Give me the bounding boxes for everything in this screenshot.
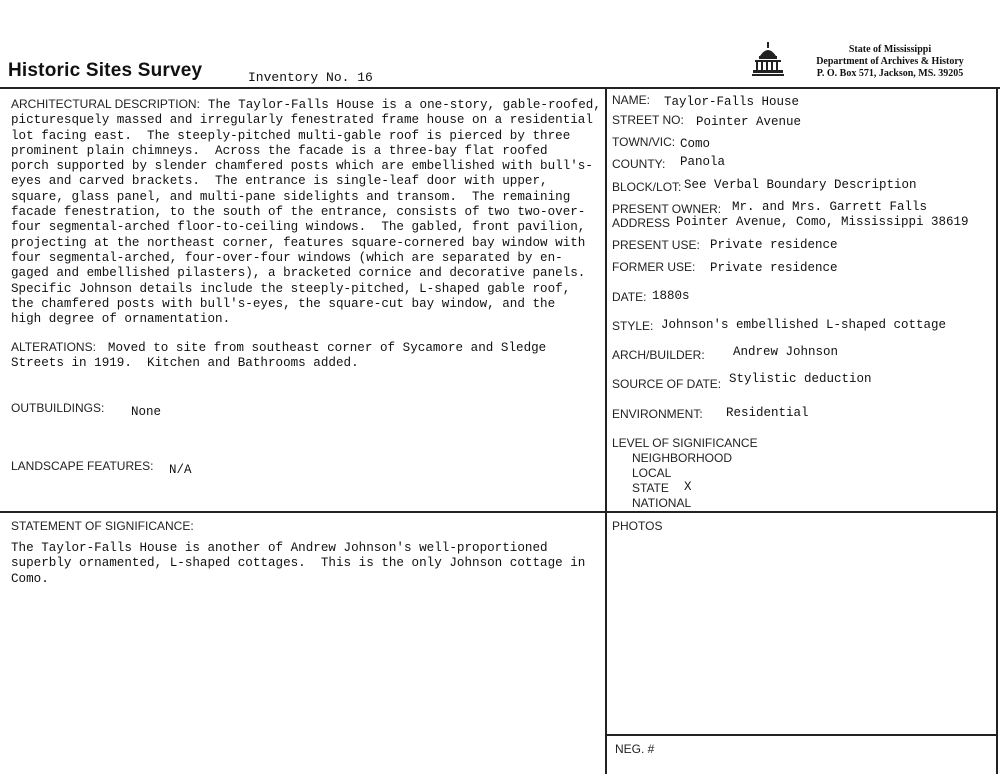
address-value: Pointer Avenue, Como, Mississippi 38619 bbox=[676, 215, 969, 229]
agency-line-2: Department of Archives & History bbox=[816, 56, 964, 67]
present-use-value: Private residence bbox=[710, 238, 838, 252]
address-label: ADDRESS bbox=[612, 216, 671, 230]
agency-line-1: State of Mississippi bbox=[848, 44, 932, 55]
present-use-label: PRESENT USE: bbox=[612, 238, 700, 252]
owner-value: Mr. and Mrs. Garrett Falls bbox=[732, 200, 928, 214]
street-value: Pointer Avenue bbox=[696, 115, 802, 129]
level-state-mark: X bbox=[684, 480, 692, 494]
former-use-value: Private residence bbox=[710, 261, 838, 275]
neg-rule bbox=[606, 734, 997, 736]
architectural-description bbox=[11, 95, 601, 327]
date-label: DATE: bbox=[612, 290, 647, 304]
outbuildings-value: None bbox=[131, 405, 162, 419]
date-value: 1880s bbox=[652, 289, 690, 303]
level-local: LOCAL bbox=[632, 466, 672, 480]
builder-label: ARCH/BUILDER: bbox=[612, 348, 705, 362]
county-label: COUNTY: bbox=[612, 157, 666, 171]
agency-block bbox=[790, 44, 990, 80]
town-label: TOWN/VIC: bbox=[612, 135, 676, 149]
alterations-first-line: Moved to site from southeast corner of Sycamore and Sledge bbox=[107, 341, 547, 355]
source-label: SOURCE OF DATE: bbox=[612, 377, 722, 391]
street-label: STREET NO: bbox=[612, 113, 684, 127]
inventory-number: Inventory No. 16 bbox=[248, 70, 373, 85]
arch-description-text: picturesquely massed and irregularly fenestrated frame house on a residential lot facing east. The steeply-pitched multi-gable roof is pierced by three prominent plain chimneys. Across the facade is a three-bay flat roofed porch supported by slender chamfered posts which are embellished with bull's- eyes and carved brackets. The entrance is single-leaf door with upper, square, glass panel, and multi-pane sidelights and transom. The remaining facade fenestration, to the south of the entrance, consists of two two-over- four segmental-arched floor-to-ceiling windows. The gabled, front pavilion, projecting at the northeast corner, features square-cornered bay window with four segmental-arched, four-over-four windows (which are separated by en- gaged and embellished pilasters), a bracketed cornice and decorative panels. Specific Johnson details include the steeply-pitched, L-shaped gable roof, the chamfered posts with bull's-eyes, the square-cut bay window, and the high degree of ornamentation. bbox=[11, 113, 593, 327]
environment-label: ENVIRONMENT: bbox=[612, 407, 703, 421]
name-value: Taylor-Falls House bbox=[664, 95, 800, 109]
landscape-value: N/A bbox=[169, 463, 192, 477]
block-lot-value: See Verbal Boundary Description bbox=[684, 178, 917, 192]
former-use-label: FORMER USE: bbox=[612, 260, 696, 274]
county-value: Panola bbox=[680, 155, 726, 169]
neg-label: NEG. # bbox=[615, 742, 655, 756]
significance-text: The Taylor-Falls House is another of Andrew Johnson's well-proportioned superbly ornamented, L-shaped cottages. This is the only Johnson cottage in Como. bbox=[11, 541, 586, 586]
environment-value: Residential bbox=[726, 406, 809, 420]
owner-label: PRESENT OWNER: bbox=[612, 202, 722, 216]
capitol-seal-icon bbox=[752, 40, 784, 78]
significance-label: STATEMENT OF SIGNIFICANCE: bbox=[11, 519, 194, 533]
alterations-label: ALTERATIONS: bbox=[11, 340, 96, 354]
outbuildings-label: OUTBUILDINGS: bbox=[11, 401, 105, 415]
town-value: Como bbox=[680, 137, 711, 151]
builder-value: Andrew Johnson bbox=[733, 345, 839, 359]
level-national: NATIONAL bbox=[632, 496, 692, 510]
right-edge bbox=[996, 88, 998, 774]
significance-rule bbox=[0, 511, 997, 513]
block-lot-label: BLOCK/LOT: bbox=[612, 180, 682, 194]
landscape-label: LANDSCAPE FEATURES: bbox=[11, 459, 154, 473]
arch-description-first-line: The Taylor-Falls House is a one-story, gable-roofed, bbox=[207, 98, 601, 112]
arch-description-label: ARCHITECTURAL DESCRIPTION: bbox=[11, 97, 200, 111]
agency-line-3: P. O. Box 571, Jackson, MS. 39205 bbox=[816, 68, 964, 79]
column-divider bbox=[605, 88, 607, 774]
photos-label: PHOTOS bbox=[612, 519, 663, 533]
level-label: LEVEL OF SIGNIFICANCE bbox=[612, 436, 758, 450]
name-label: NAME: bbox=[612, 93, 651, 107]
alterations-text: Streets in 1919. Kitchen and Bathrooms added. bbox=[11, 356, 359, 371]
level-state: STATE bbox=[632, 481, 669, 495]
style-value: Johnson's embellished L-shaped cottage bbox=[661, 318, 947, 332]
form-title: Historic Sites Survey bbox=[8, 60, 203, 81]
level-neighborhood: NEIGHBORHOOD bbox=[632, 451, 733, 465]
style-label: STYLE: bbox=[612, 319, 654, 333]
alterations bbox=[11, 338, 601, 372]
header-rule bbox=[0, 87, 1000, 89]
source-value: Stylistic deduction bbox=[729, 372, 872, 386]
